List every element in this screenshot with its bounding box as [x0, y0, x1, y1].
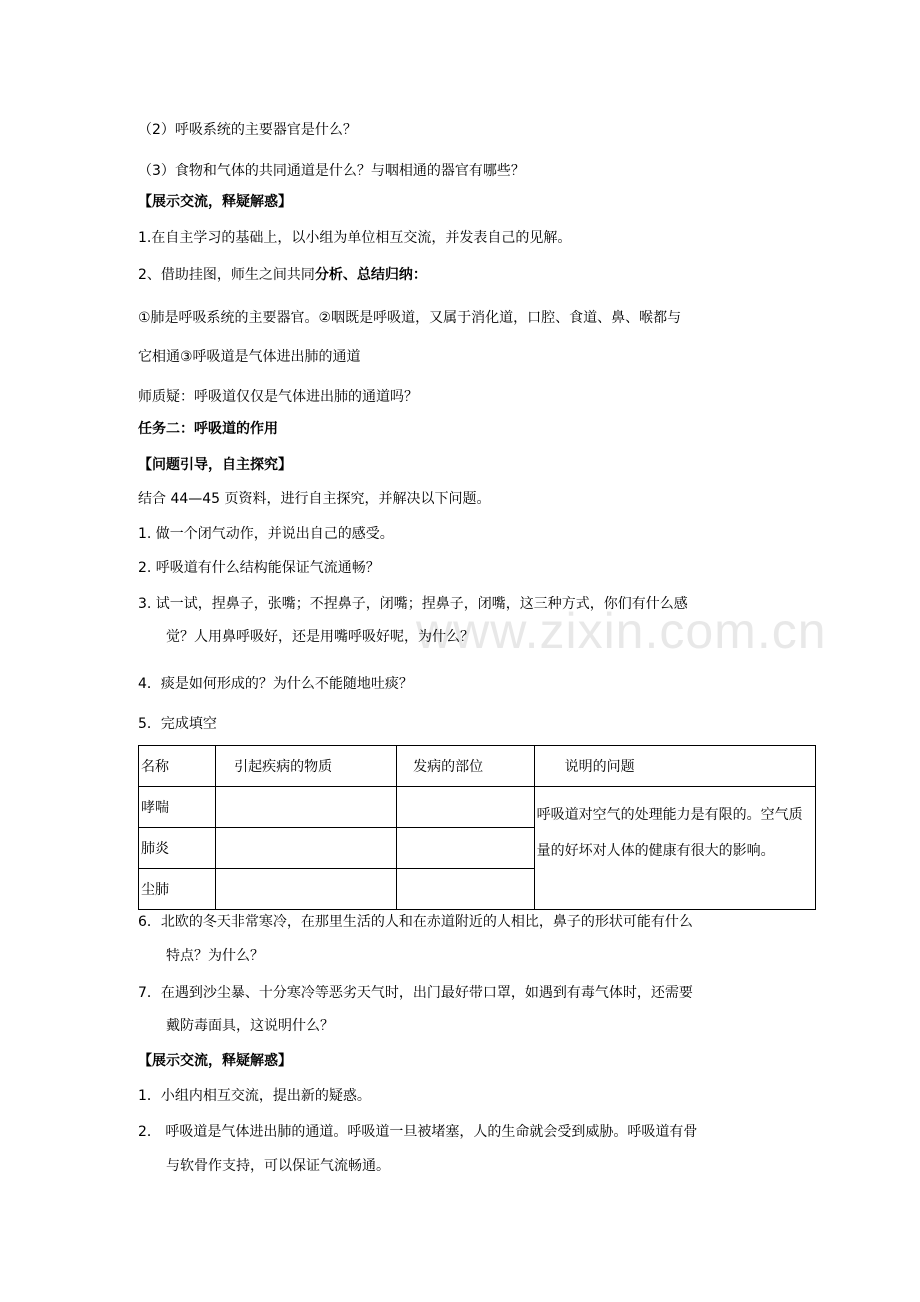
question-7-line1: 7．在遇到沙尘暴、十分寒冷等恶劣天气时，出门最好带口罩，如遇到有毒气体时，还需要: [138, 985, 693, 1001]
blank-cell-site[interactable]: [397, 869, 534, 910]
task2-title: 任务二：呼吸道的作用: [138, 421, 278, 437]
exchange2-item-1: 1．小组内相互交流，提出新的疑惑。: [138, 1088, 371, 1104]
summary-line-2: 它相通③呼吸道是气体进出肺的通道: [138, 349, 361, 365]
summary-line-1: ①肺是呼吸系统的主要器官。②咽既是呼吸道，又属于消化道，口腔、食道、鼻、喉都与: [138, 310, 682, 326]
watermark: www.zixin.com.cn: [416, 603, 827, 659]
header-explanation: 说明的问题: [534, 746, 815, 787]
table-row: [139, 787, 816, 828]
explanation-note: 呼吸道对空气的处理能力是有限的。空气质量的好坏对人体的健康有很大的影响。: [534, 787, 815, 910]
task2-question-1: 1. 做一个闭气动作，并说出自己的感受。: [138, 526, 394, 542]
header-name: 名称: [139, 746, 216, 787]
task2-question-3-line2: 觉？人用鼻呼吸好，还是用嘴呼吸好呢，为什么？: [166, 629, 474, 645]
blank-cell-substance[interactable]: [216, 869, 397, 910]
exchange2-item-2-line2: 与软骨作支持，可以保证气流畅通。: [166, 1158, 390, 1174]
exchange-item-2-text: 2、借助挂图，师生之间共同: [138, 267, 315, 283]
section-heading-2: 【展示交流，释疑解惑】: [138, 1053, 292, 1069]
row-name: 哮喘: [139, 787, 216, 828]
task2-intro: 结合 44—45 页资料，进行自主探究，并解决以下问题。: [138, 491, 491, 507]
header-site: 发病的部位: [397, 746, 534, 787]
exchange-item-2: [138, 265, 427, 285]
blank-cell-substance[interactable]: [216, 828, 397, 869]
exchange2-item-2-line1: 2． 呼吸道是气体进出肺的通道。呼吸道一旦被堵塞，人的生命就会受到威胁。呼吸道有骨: [138, 1124, 698, 1140]
header-substance: 引起疾病的物质: [216, 746, 397, 787]
question-3: （3）食物和气体的共同通道是什么？与咽相通的器官有哪些？: [138, 163, 525, 179]
task2-question-3-line1: 3. 试一试，捏鼻子，张嘴；不捏鼻子，闭嘴；捏鼻子，闭嘴，这三种方式，你们有什么感: [138, 596, 688, 612]
task2-question-5: 5．完成填空: [138, 716, 217, 732]
blank-cell-site[interactable]: [397, 828, 534, 869]
row-name: 肺炎: [139, 828, 216, 869]
guide-heading: 【问题引导，自主探究】: [138, 457, 292, 473]
question-6-line1: 6．北欧的冬天非常寒冷，在那里生活的人和在赤道附近的人相比，鼻子的形状可能有什么: [138, 914, 693, 930]
exchange-item-2-bold: 分析、总结归纳：: [314, 267, 427, 283]
question-7-line2: 戴防毒面具，这说明什么？: [166, 1018, 334, 1034]
table-header-row: [139, 746, 816, 787]
question-6-line2: 特点？为什么？: [166, 948, 264, 964]
exchange-item-1: 1.在自主学习的基础上，以小组为单位相互交流，并发表自己的见解。: [138, 230, 572, 246]
task2-question-2: 2. 呼吸道有什么结构能保证气流通畅？: [138, 560, 380, 576]
task2-question-4: 4．痰是如何形成的？为什么不能随地吐痰？: [138, 676, 413, 692]
fill-in-table: [138, 745, 816, 910]
section-heading-1: 【展示交流，释疑解惑】: [138, 194, 292, 210]
row-name: 尘肺: [139, 869, 216, 910]
blank-cell-site[interactable]: [397, 787, 534, 828]
question-2: （2）呼吸系统的主要器官是什么？: [138, 122, 357, 138]
blank-cell-substance[interactable]: [216, 787, 397, 828]
teacher-question: 师质疑：呼吸道仅仅是气体进出肺的通道吗？: [138, 389, 418, 405]
